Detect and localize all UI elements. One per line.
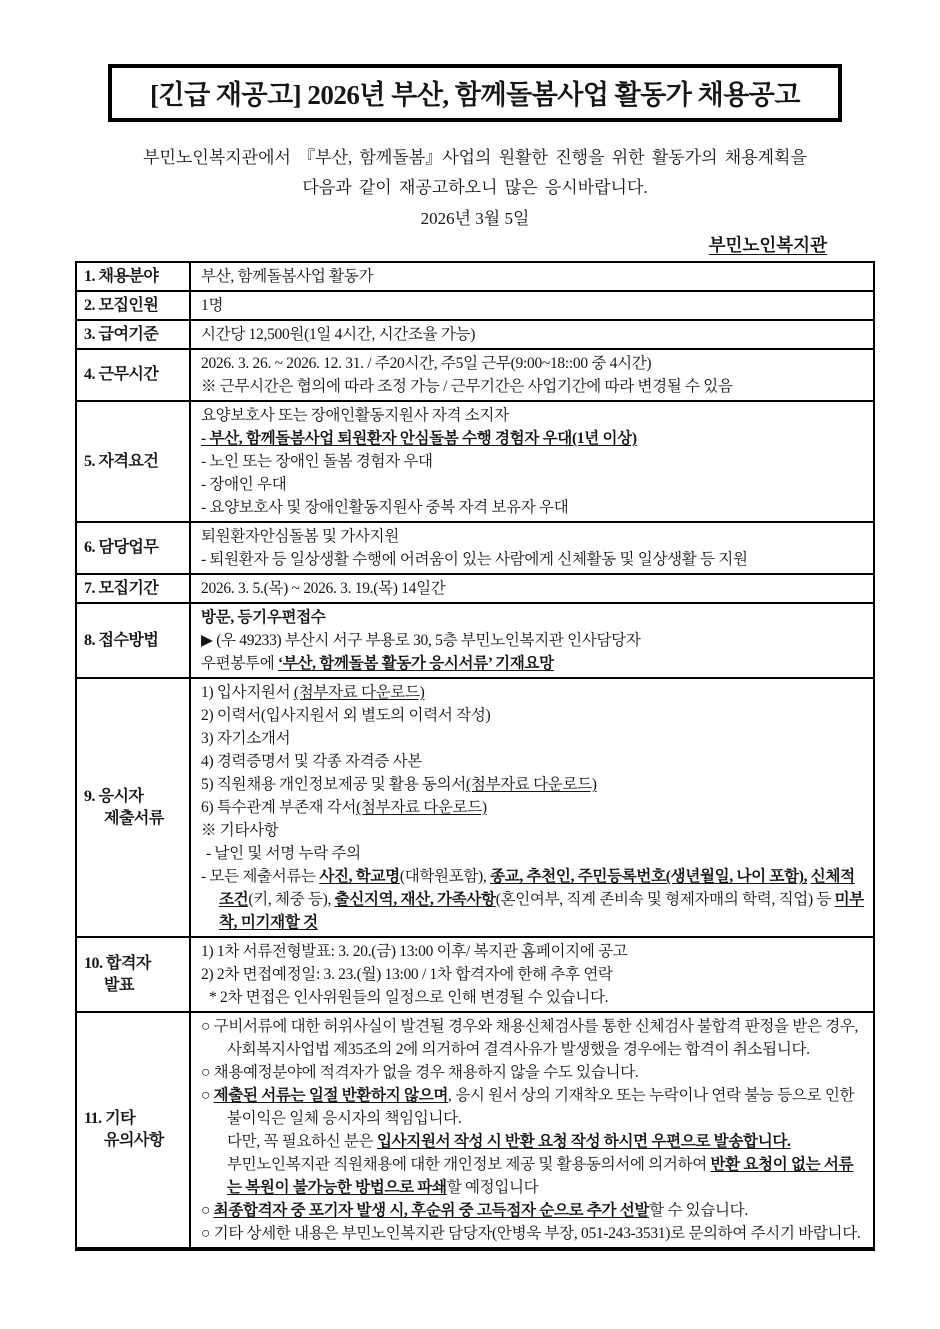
table-row: [76, 678, 874, 937]
table-row: [76, 603, 874, 678]
text-segment: 2026. 3. 26. ~ 2026. 12. 31. / 주20시간, 주5일 근무(9:00~18::00 중 4시간): [201, 355, 652, 372]
row-label: [76, 291, 190, 320]
text-segment: 2) 2차 면접예정일: 3. 23.(월) 13:00 / 1차 합격자에 한해 추후 연락: [201, 966, 613, 983]
text-segment: 방문, 등기우편접수: [201, 609, 326, 626]
content-line: [201, 652, 867, 675]
text-segment: 할 예정입니다: [446, 1179, 539, 1196]
row-label-line: 11. 기타: [84, 1110, 136, 1127]
row-label: [76, 320, 190, 349]
content-line: [201, 1153, 867, 1199]
content-line: [201, 404, 867, 427]
text-segment: 구비서류에 대한 허위사실이 발견될 경우와 채용신체검사를 통한 신체검사 불합격 판정을 받은 경우, 사회복지사업법 제35조의 2에 의거하여 결격사유가 발생했을 경우에는 합격이 취소됩니다.: [213, 1018, 859, 1058]
text-segment: 다만, 꼭 필요하신 분은: [227, 1133, 377, 1150]
text-segment: - 날인 및 서명 누락 주의: [206, 845, 361, 862]
row-content: [190, 401, 874, 522]
content-line: [201, 629, 867, 652]
text-segment: 2) 이력서(입사지원서 외 별도의 이력서 작성): [201, 707, 491, 724]
text-segment: 6) 특수관계 부존재 각서: [201, 799, 357, 816]
table-row: [76, 401, 874, 522]
row-label-line: 7. 모집기간: [84, 579, 159, 597]
text-segment: 1) 입사지원서: [201, 684, 294, 701]
content-line: [201, 294, 867, 317]
row-content: [190, 262, 874, 291]
text-segment: 부산, 함께돌봄사업 활동가: [201, 268, 374, 285]
row-content: [190, 603, 874, 678]
content-line: [201, 450, 867, 473]
text-segment: - 모든 제출서류는: [201, 868, 320, 885]
text-segment: (첨부자료 다운로드): [356, 799, 487, 816]
row-label-line: 6. 담당업무: [84, 539, 159, 556]
intro-paragraph: [75, 143, 875, 203]
text-segment: ○: [201, 1018, 214, 1035]
row-content: [190, 574, 874, 603]
content-line: [201, 323, 867, 346]
text-segment: 할 수 있습니다.: [649, 1202, 748, 1219]
table-row: [76, 320, 874, 349]
content-line: [201, 1199, 867, 1222]
table-row: [76, 349, 874, 401]
table-row: [76, 522, 874, 574]
text-segment: 퇴원환자안심돌봄 및 가사지원: [201, 528, 399, 545]
text-segment: - 요양보호사 및 장애인활동지원사 중복 자격 보유자 우대: [201, 499, 569, 516]
content-line: [201, 427, 867, 450]
content-line: [201, 548, 867, 571]
row-content: [190, 937, 874, 1012]
text-segment: 사진, 학교명: [319, 868, 400, 885]
organization-name: 부민노인복지관: [708, 235, 827, 255]
content-line: [201, 352, 867, 375]
row-label: [76, 522, 190, 574]
content-line: [201, 577, 867, 600]
row-content: [190, 349, 874, 401]
text-segment: (키, 체중 등),: [248, 891, 335, 908]
table-row: [76, 291, 874, 320]
row-label: [76, 349, 190, 401]
text-segment: ○: [201, 1087, 214, 1104]
text-segment: (대학원포함),: [399, 868, 491, 885]
row-label: [76, 937, 190, 1012]
content-line: [201, 842, 867, 865]
text-segment: 입사지원서 작성 시 반환 요청 작성 하시면 우편으로 발송합니다.: [376, 1133, 791, 1150]
intro-line-1: 부민노인복지관에서 『부산, 함께돌봄』사업의 원활한 진행을 위한 활동가의 채용계획을: [143, 148, 807, 167]
text-segment: 시간당 12,500원(1일 4시간, 시간조율 가능): [201, 326, 476, 343]
row-content: [190, 1012, 874, 1249]
page-title: [긴급 재공고] 2026년 부산, 함께돌봄사업 활동가 채용공고: [108, 64, 842, 122]
row-label-line: 8. 접수방법: [84, 631, 159, 649]
recruitment-table-body: [76, 262, 874, 1249]
text-segment: (첨부자료 다운로드): [465, 776, 597, 793]
row-label-line: 10. 합격자: [84, 954, 151, 972]
text-segment: ‘부산, 함께돌봄 활동가 응시서류’ 기재요망: [277, 655, 554, 672]
announcement-date: 2026년 3월 5일: [420, 209, 530, 228]
table-row: [76, 262, 874, 291]
text-segment: * 2차 면접은 인사위원들의 일정으로 인해 변경될 수 있습니다.: [209, 989, 609, 1006]
row-content: [190, 320, 874, 349]
content-line: [201, 473, 867, 496]
text-segment: - 장애인 우대: [201, 476, 287, 493]
content-line: [201, 773, 867, 796]
content-line: [201, 1015, 867, 1061]
row-label-line: 제출서류: [104, 809, 164, 827]
text-segment: 2026. 3. 5.(목) ~ 2026. 3. 19.(목) 14일간: [201, 580, 446, 597]
row-content: [190, 291, 874, 320]
row-content: [190, 678, 874, 937]
text-segment: , 응시 원서 상의 기재착오 또는 누락이나 연락 불능 등으로 인한 불이익은 일체 응시자의 책임입니다.: [227, 1087, 855, 1127]
content-line: [201, 704, 867, 727]
intro-line-2: 다음과 같이 재공고하오니 많은 응시바랍니다.: [302, 178, 648, 197]
text-segment: 채용예정분야에 적격자가 없을 경우 채용하지 않을 수도 있습니다.: [213, 1064, 639, 1081]
content-line: [201, 1222, 867, 1245]
text-segment: 출신지역, 재산, 가족사항: [334, 891, 496, 908]
row-label-line: 유의사항: [104, 1132, 164, 1149]
text-segment: 우편봉투에: [201, 655, 278, 672]
content-line: [201, 963, 867, 986]
content-line: [201, 606, 867, 629]
content-line: [201, 727, 867, 750]
table-row: [76, 1012, 874, 1249]
text-segment: 5) 직원채용 개인정보제공 및 활용 동의서: [201, 776, 466, 793]
row-label-line: 9. 응시자: [84, 787, 144, 805]
content-line: [201, 796, 867, 819]
text-segment: ○: [201, 1064, 214, 1081]
content-line: [201, 265, 867, 288]
row-label-line: 1. 채용분야: [84, 267, 159, 285]
table-row: [76, 937, 874, 1012]
row-label-line: 3. 급여기준: [84, 325, 159, 343]
row-label: [76, 262, 190, 291]
text-segment: 반환 요청이 없는 서류는 복원이 불가능한 방법으로 파쇄: [227, 1156, 854, 1196]
text-segment: 1명: [201, 297, 224, 314]
text-segment: 기타 상세한 내용은 부민노인복지관 담당자(안병욱 부장, 051-243-3531)로 문의하여 주시기 바랍니다.: [213, 1225, 861, 1242]
text-segment: (혼인여부, 직계 존비속 및 형제자매의 학력, 직업) 등: [495, 891, 835, 908]
text-segment: ○: [201, 1202, 214, 1219]
text-segment: - 부산, 함께돌봄사업 퇴원환자 안심돌봄 수행 경험자 우대(1년 이상): [201, 430, 637, 447]
content-line: [201, 1061, 867, 1084]
text-segment: (첨부자료 다운로드): [293, 684, 425, 701]
text-segment: - 퇴원환자 등 일상생활 수행에 어려움이 있는 사람에게 신체활동 및 일상생활 등 지원: [201, 551, 748, 568]
text-segment: ▶ (우 49233) 부산시 서구 부용로 30, 5층 부민노인복지관 인사담당자: [201, 632, 641, 649]
row-label-line: 발표: [104, 976, 134, 994]
content-line: [201, 750, 867, 773]
content-line: [201, 940, 867, 963]
recruitment-table: [75, 261, 875, 1251]
row-label-line: 4. 근무시간: [84, 366, 159, 383]
row-label-line: 5. 자격요건: [84, 452, 159, 470]
row-content: [190, 522, 874, 574]
text-segment: 신체적조건: [219, 868, 855, 908]
content-line: [201, 865, 867, 934]
content-line: [201, 681, 867, 704]
row-label: [76, 678, 190, 937]
text-segment: 최종합격자 중 포기자 발생 시, 후순위 중 고득점자 순으로 추가 선발: [213, 1202, 650, 1219]
row-label: [76, 1012, 190, 1249]
table-row: [76, 574, 874, 603]
text-segment: 제출된 서류는 일절 반환하지 않으며: [213, 1087, 449, 1104]
text-segment: ※ 기타사항: [201, 822, 279, 839]
content-line: [201, 986, 867, 1009]
row-label: [76, 603, 190, 678]
content-line: [201, 819, 867, 842]
content-line: [201, 1130, 867, 1153]
row-label-line: 2. 모집인원: [84, 296, 159, 314]
text-segment: 종교, 추천인, 주민등록번호(생년월일, 나이 포함),: [490, 868, 808, 885]
content-line: [201, 496, 867, 519]
text-segment: - 노인 또는 장애인 돌봄 경험자 우대: [201, 453, 433, 470]
text-segment: 1) 1차 서류전형발표: 3. 20.(금) 13:00 이후/ 복지관 홈페이지에 공고: [201, 943, 628, 960]
text-segment: 4) 경력증명서 및 각종 자격증 사본: [201, 753, 422, 770]
text-segment: 요양보호사 또는 장애인활동지원사 자격 소지자: [201, 407, 509, 424]
content-line: [201, 525, 867, 548]
text-segment: ○: [201, 1225, 214, 1242]
row-label: [76, 401, 190, 522]
content-line: [201, 375, 867, 398]
text-segment: ※ 근무시간은 협의에 따라 조정 가능 / 근무기간은 사업기간에 따라 변경될 수 있음: [201, 378, 733, 395]
row-label: [76, 574, 190, 603]
text-segment: 미부착, 미기재할 것: [219, 891, 864, 931]
text-segment: 3) 자기소개서: [201, 730, 291, 747]
content-line: [201, 1084, 867, 1130]
text-segment: 부민노인복지관 직원채용에 대한 개인정보 제공 및 활용동의서에 의거하여: [227, 1156, 711, 1173]
